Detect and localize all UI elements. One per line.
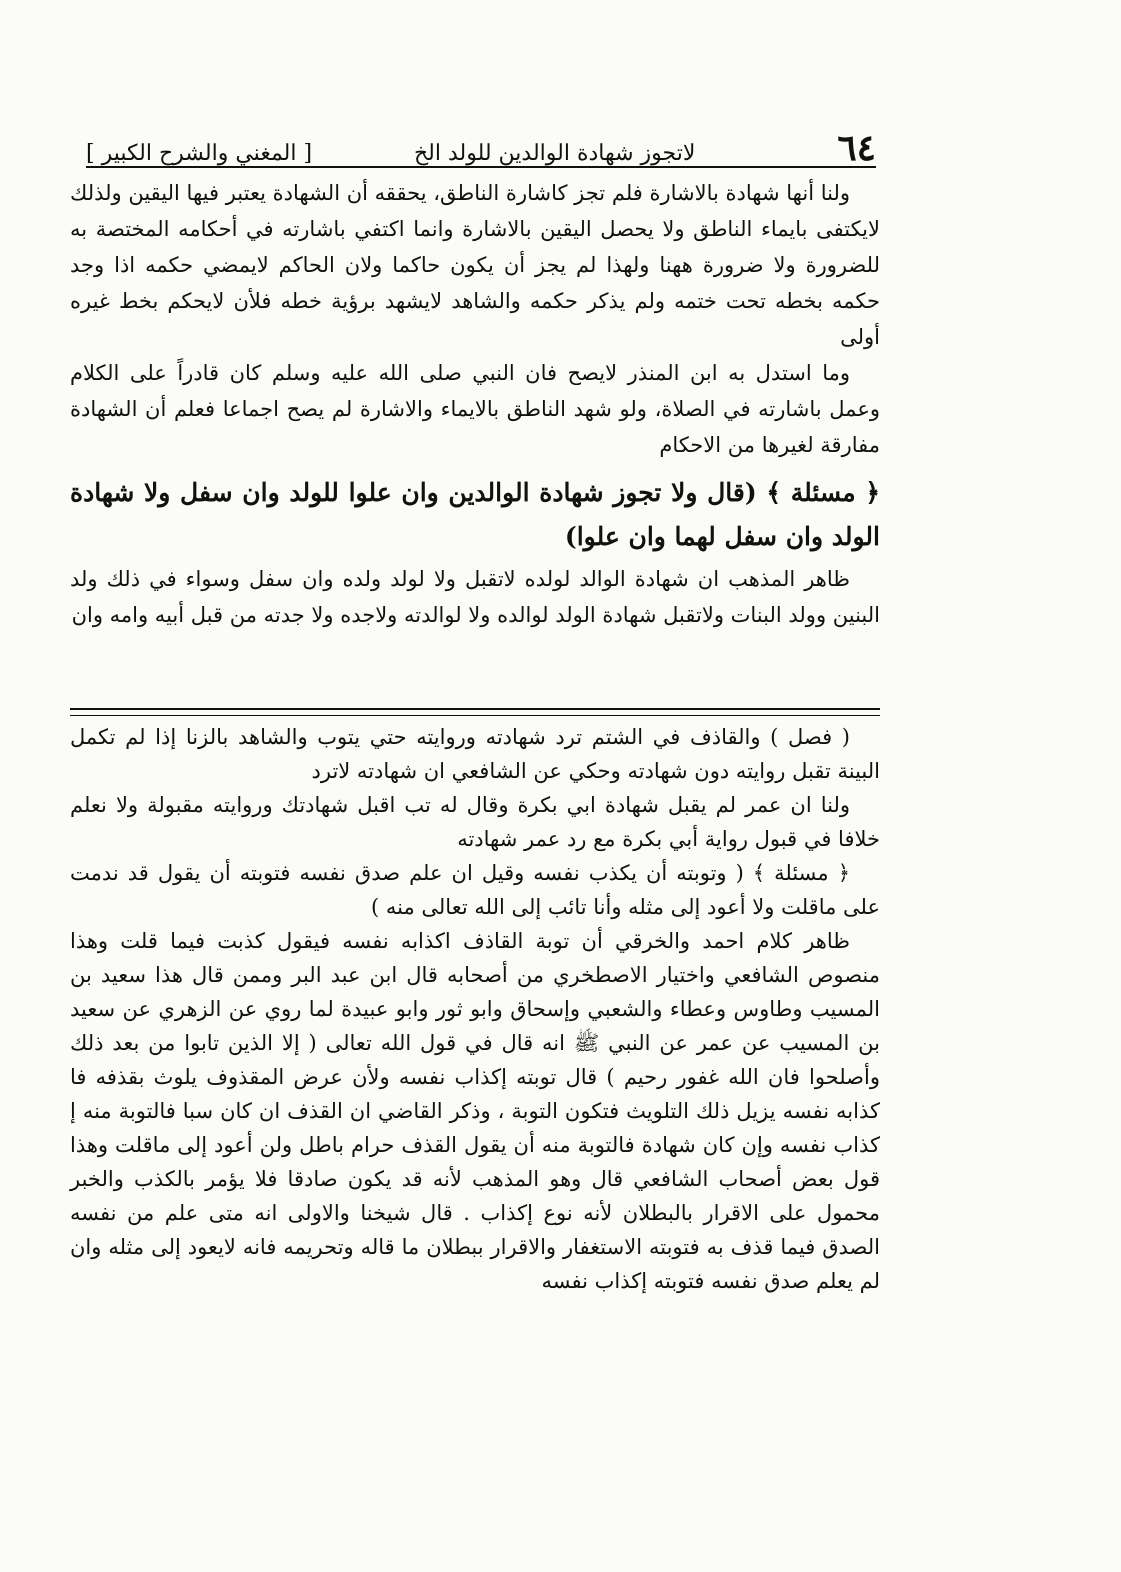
paragraph: ظاهر كلام احمد والخرقي أن توبة القاذف اكذابه نفسه فيقول كذبت فيما قلت وهذا منصوص الشافعي واختيار الاصطخري من أصحابه قال ابن عبد البر وممن قال هذا سعيد بن المسيب وطاوس وعطاء والشعبي وإسحاق وابو ثور وابو عبيدة لما روي عن الزهري عن سعيد بن المسيب عن عمر عن النبي ﷺ انه قال في قول الله تعالى ( إلا الذين تابوا من بعد ذلك وأصلحوا فان الله غفور رحيم ) قال توبته إكذاب نفسه ولأن عرض المقذوف يلوث بقذفه فا كذابه نفسه يزيل ذلك التلويث فتكون التوبة ، وذكر القاضي ان القذف ان كان سبا فالتوبة منه إ كذاب نفسه وإن كان شهادة فالتوبة منه أن يقول القذف حرام باطل ولن أعود إلى ماقلت وهذا قول بعض أصحاب الشافعي قال وهو المذهب لأنه قد يكون صادقا فلا يؤمر بالكذب والخبر محمول على الاقرار بالبطلان لأنه نوع إكذاب . قال شيخنا والاولى انه متى علم من نفسه الصدق فيما قذف به فتوبته الاستغفار والاقرار ببطلان ما قاله وتحريمه فانه لايعود إلى مثله وان لم يعلم صدق نفسه فتوبته إكذاب نفسه	[70, 929, 880, 1293]
paragraph: ولنا أنها شهادة بالاشارة فلم تجز كاشارة الناطق، يحققه أن الشهادة يعتبر فيها اليقين ولذلك لايكتفى بايماء الناطق ولا يحصل اليقين بالاشارة وانما اكتفي باشارته في أحكامه المختصة به للضرورة ولا ضرورة ههنا ولهذا لم يجز أن يكون حاكما ولان الحاكم لايمضي حكمه اذا وجد حكمه بخطه تحت ختمه ولم يذكر حكمه والشاهد لايشهد برؤية خطه فلأن لايحكم بخط غيره أولى	[70, 181, 880, 349]
masala-label: ﴿ مسئلة ﴾	[766, 478, 880, 507]
paragraph: ﴿ مسئلة ﴾ ( وتوبته أن يكذب نفسه وقيل ان علم صدق نفسه فتوبته أن يقول قد ندمت على ماقلت ولا أعود إلى مثله وأنا تائب إلى الله تعالى منه )	[70, 861, 880, 919]
page-header	[86, 112, 876, 169]
main-text	[70, 175, 880, 633]
book-title: [ المغني والشرح الكبير ]	[86, 141, 313, 166]
masala-heading	[70, 471, 880, 559]
page-number: ٦٤	[837, 127, 876, 169]
running-title: لاتجوز شهادة الوالدين للولد الخ	[413, 141, 696, 166]
masala-text: (قال ولا تجوز شهادة الوالدين وان علوا للولد وان سفل ولا شهادة الولد وان سفل لهما وان علوا)	[70, 478, 880, 551]
paragraph: ولنا ان عمر لم يقبل شهادة ابي بكرة وقال له تب اقبل شهادتك وروايته مقبولة ولا نعلم خلافا في قبول رواية أبي بكرة مع رد عمر شهادته	[70, 793, 880, 851]
paragraph: ( فصل ) والقاذف في الشتم ترد شهادته وروايته حتي يتوب والشاهد بالزنا إذا لم تكمل البينة تقبل روايته دون شهادته وحكي عن الشافعي ان شهادته لاترد	[70, 725, 880, 783]
paragraph: ظاهر المذهب ان شهادة الوالد لولده لاتقبل ولا لولد ولده وان سفل وسواء في ذلك ولد البنين وولد البنات ولاتقبل شهادة الولد لوالده ولا لوالدته ولاجده ولا جدته من قبل أبيه وامه وان	[70, 567, 880, 627]
commentary-text	[70, 720, 880, 1298]
paragraph: وما استدل به ابن المنذر لايصح فان النبي صلى الله عليه وسلم كان قادراً على الكلام وعمل باشارته في الصلاة، ولو شهد الناطق بالايماء والاشارة لم يصح اجماعا فعلم أن الشهادة مفارقة لغيرها من الاحكام	[70, 361, 880, 457]
header-rule	[86, 166, 876, 168]
section-divider	[70, 708, 880, 716]
